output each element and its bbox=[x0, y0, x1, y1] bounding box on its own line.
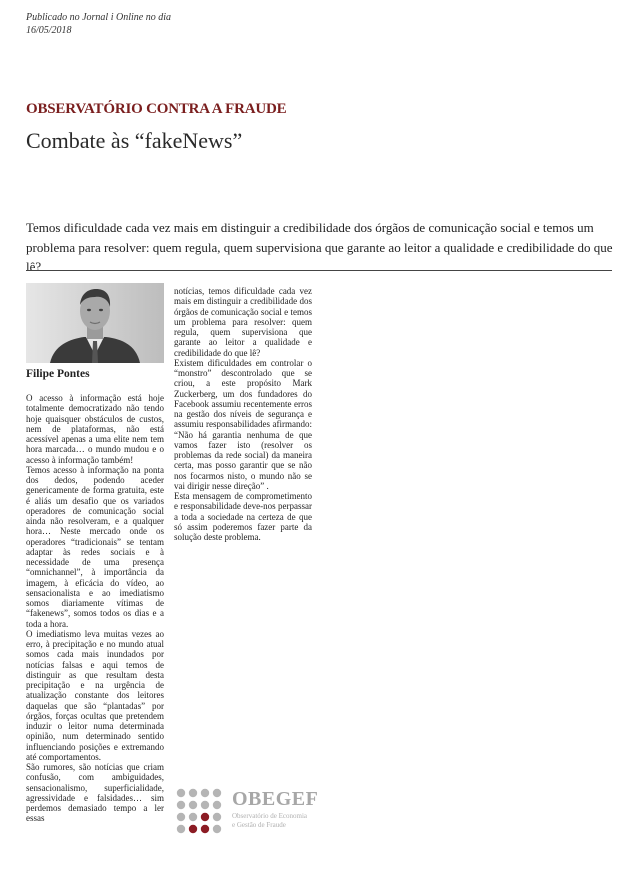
logo-dot bbox=[201, 789, 209, 797]
paragraph: notícias, temos dificuldade cada vez mais em distinguir a credibilidade dos órgãos de comunicação social e temos um problema para resolver: quem regula, quem supervisiona que garante ao leitor a qualidade e credibilidade do que lê? bbox=[174, 286, 312, 358]
article-column-2 bbox=[174, 286, 312, 542]
logo-dot bbox=[189, 813, 197, 821]
logo-dot bbox=[201, 801, 209, 809]
logo-dot bbox=[213, 825, 221, 833]
logo-dot bbox=[213, 789, 221, 797]
paragraph: Esta mensagem de comprometimento e responsabilidade deve-nos perpassar a toda a sociedade na certeza de que só assim poderemos fazer parte da solução deste problema. bbox=[174, 491, 312, 542]
logo-dot bbox=[177, 813, 185, 821]
author-photo bbox=[26, 283, 164, 363]
logo-dot bbox=[213, 801, 221, 809]
article-column-1 bbox=[26, 393, 164, 824]
logo-dot bbox=[177, 789, 185, 797]
paragraph: Temos acesso à informação na ponta dos dedos, podendo aceder genericamente de forma gratuita, este é aliás um desafio que os variados operadores de comunicação social ainda não resolveram, e a qualquer hora… Neste mercado onde os operadores “tradicionais” se tentam adaptar às redes sociais e à necessidade de uma presença “omnichannel”, à importância da imagem, à eficácia do vídeo, ao sensacionalista e ao imediatismo somos diariamente vítimas de “fakenews”, somos todos os dias e a toda a hora. bbox=[26, 464, 164, 629]
divider bbox=[26, 270, 612, 271]
logo-subtitle-line-1: Observatório de Economia bbox=[232, 812, 308, 820]
logo-dot bbox=[177, 825, 185, 833]
logo-subtitle bbox=[232, 812, 307, 829]
publication-note bbox=[26, 12, 171, 37]
section-kicker: OBSERVATÓRIO CONTRA A FRAUDE bbox=[26, 101, 287, 117]
paragraph: O acesso à informação está hoje totalmente democratizado não tendo hoje quaisquer obstáculos de custos, nem de plataformas, não está acessível apenas a uma elite nem tem hora marcada… o mundo mudou e o acesso à informação também! bbox=[26, 393, 164, 465]
paragraph: São rumores, são notícias que criam confusão, com ambiguidades, sensacionalismo, superficialidade, agressividade e falsidades… sim perdemos demasiado tempo a ler essas bbox=[26, 762, 164, 824]
logo-dot bbox=[201, 813, 209, 821]
author-name: Filipe Pontes bbox=[26, 368, 90, 380]
logo-dot bbox=[189, 825, 197, 833]
lead-paragraph: Temos dificuldade cada vez mais em distinguir a credibilidade dos órgãos de comunicação social e temos um problema para resolver: quem regula, quem supervisiona que garante ao leitor a qualidade e credibilidade do que lê? bbox=[26, 220, 613, 274]
logo-dot bbox=[177, 801, 185, 809]
author-portrait-image bbox=[26, 283, 164, 363]
logo-dot bbox=[189, 789, 197, 797]
headline: Combate às “fakeNews” bbox=[26, 128, 243, 153]
logo-subtitle-line-2: e Gestão de Fraude bbox=[232, 820, 286, 829]
logo-dot bbox=[213, 813, 221, 821]
paragraph: O imediatismo leva muitas vezes ao erro, à precipitação e no mundo atual somos cada mais inundados por notícias falsas e aqui temos de distinguir as que resultam desta precipitação e na urgência de atualização constante dos leitores daquelas que são “plantadas” por órgãos, forças ocultas que pretendem induzir o leitor numa determinada opinião, num determinado sentido influenciando posições e extremando até comportamentos. bbox=[26, 628, 164, 762]
logo-name: OBEGEF bbox=[232, 788, 319, 810]
paragraph: Existem dificuldades em controlar o “monstro” descontrolado que se criou, a este propósito Mark Zuckerberg, um dos fundadores do Facebook assumiu recentemente erros na gestão dos níveis de segurança e assumiu responsabilidades afirmando: “Não há garantia nenhuma de que vamos fazer isto (resolver os problemas da rede social) da maneira certa, mas posso garantir que se não nos focarmos nisto, o mundo não se vai dirigir nesse direção” . bbox=[174, 357, 312, 491]
publication-date: 16/05/2018 bbox=[26, 24, 72, 36]
logo-dot bbox=[201, 825, 209, 833]
publication-line-1: Publicado no Jornal i Online no dia bbox=[26, 12, 171, 23]
logo-dot bbox=[189, 801, 197, 809]
